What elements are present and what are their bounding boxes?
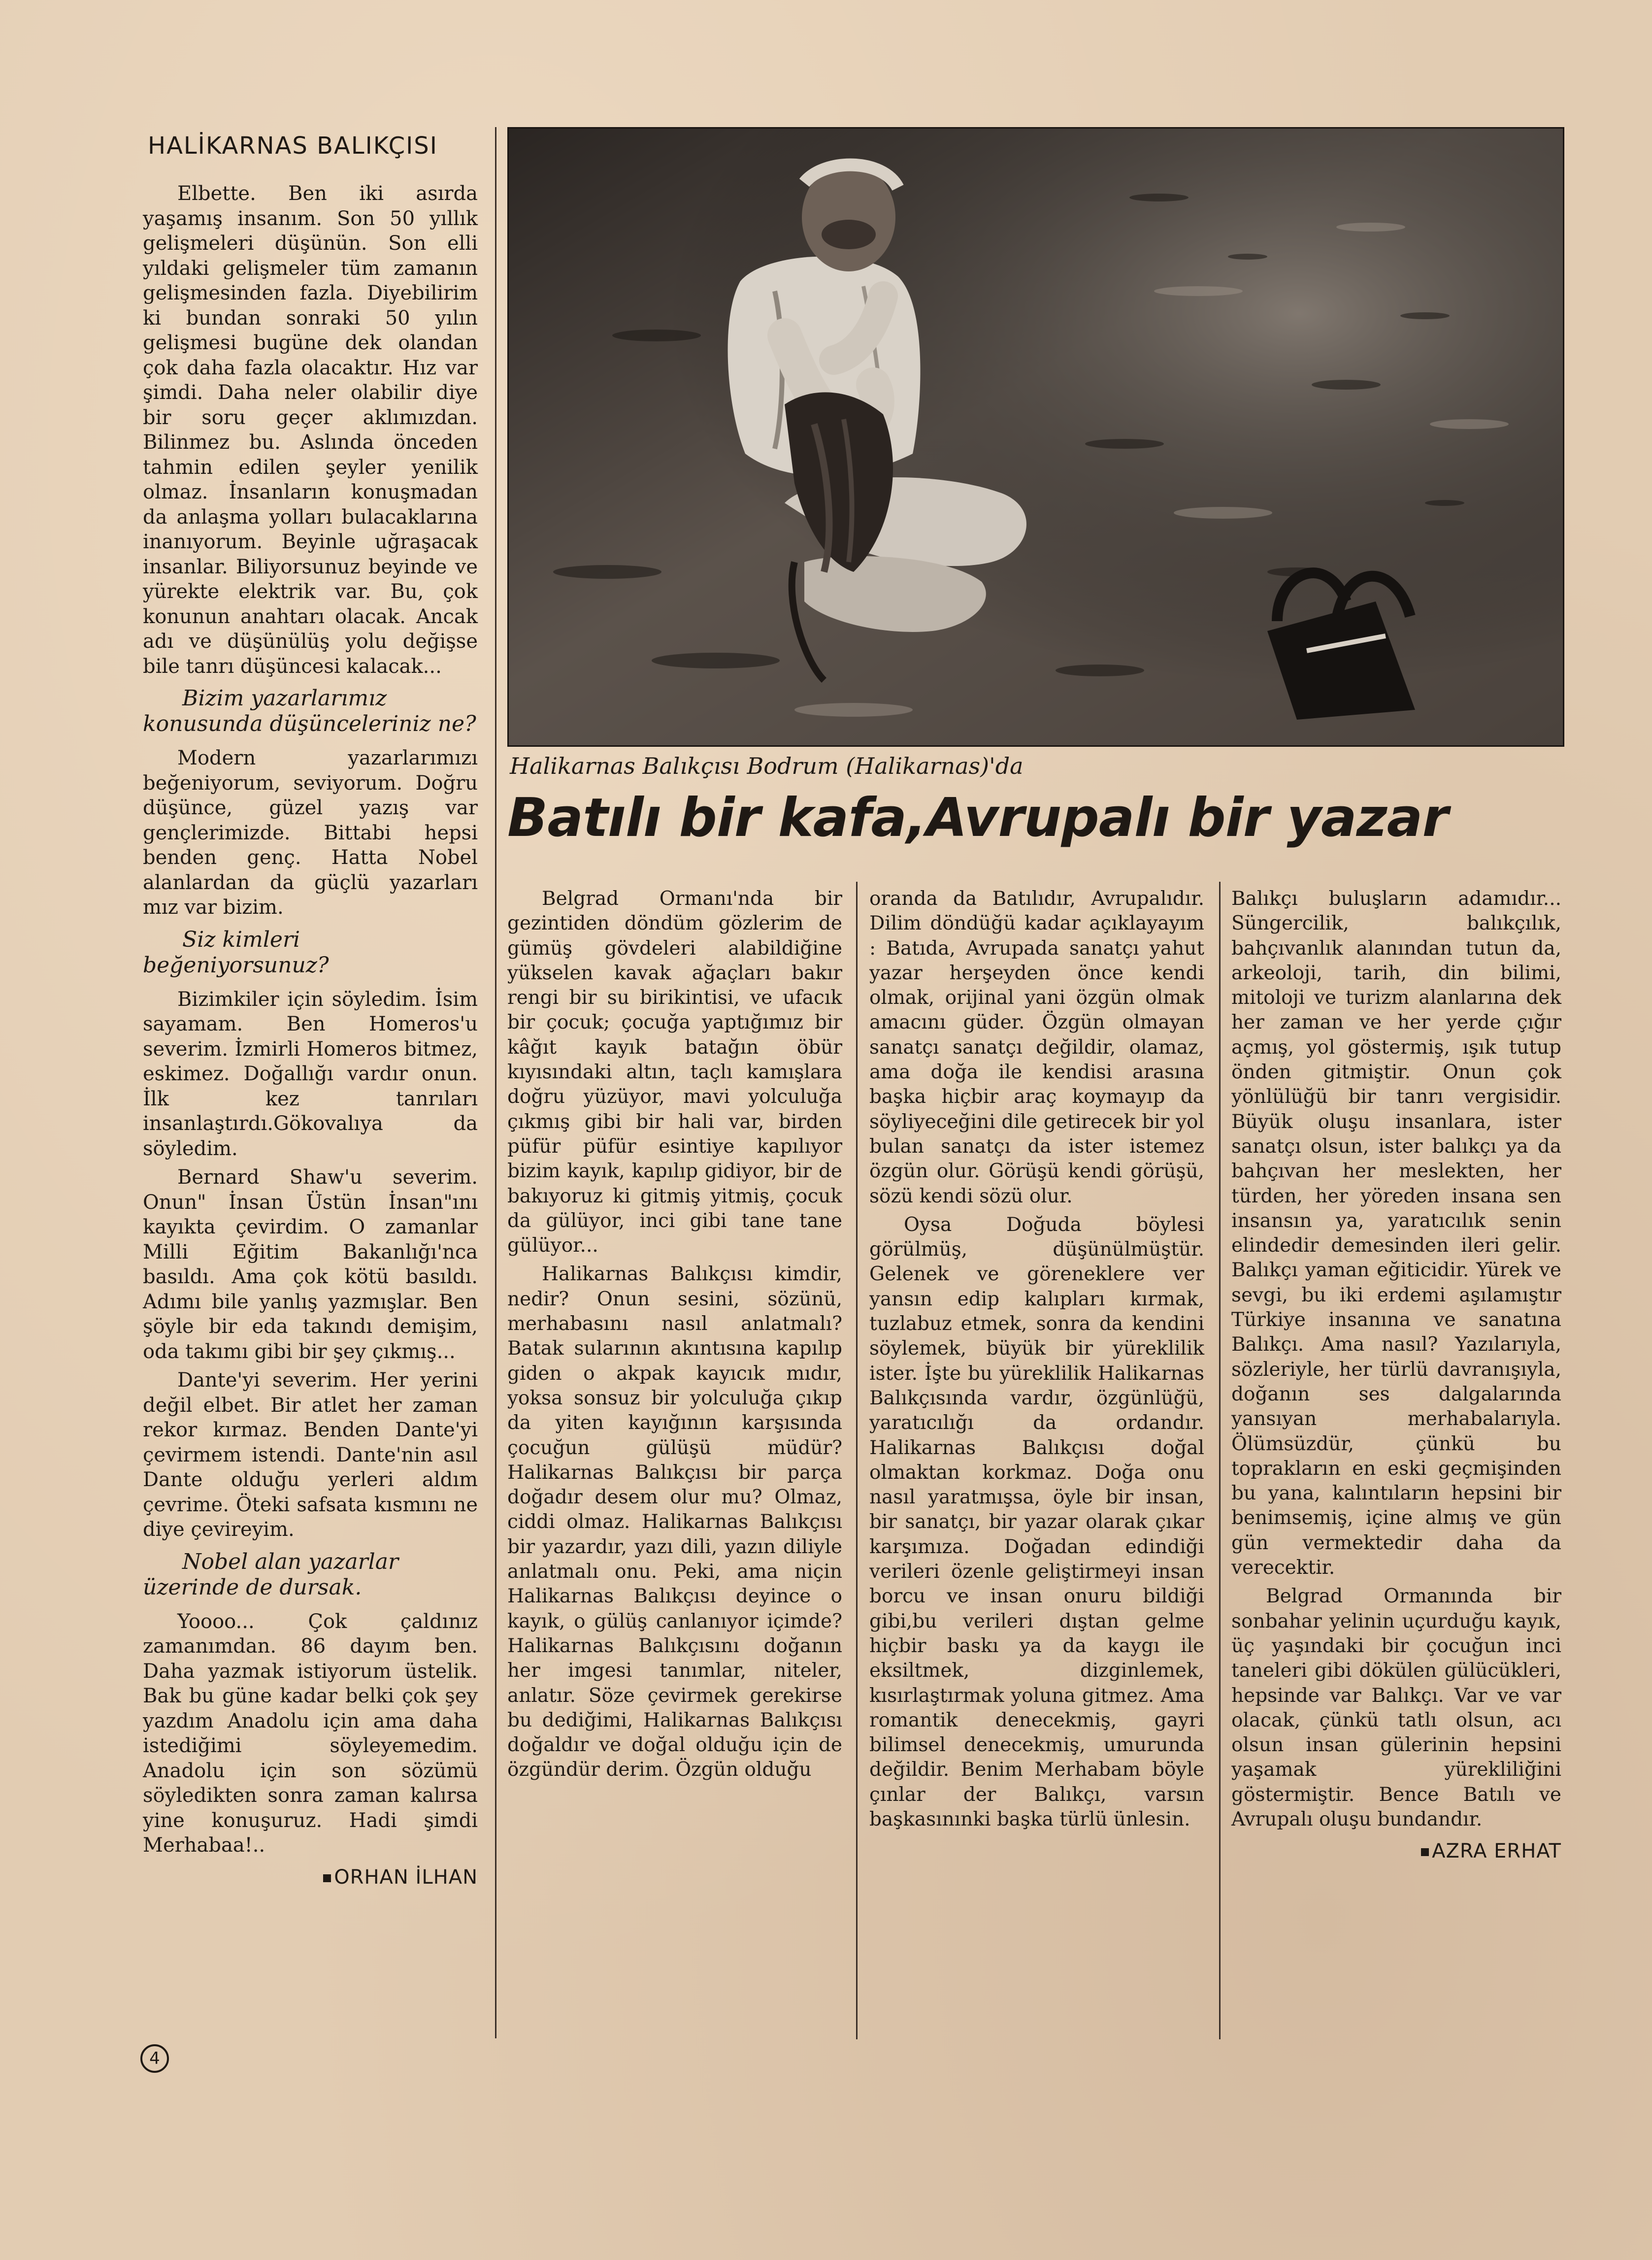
paragraph: Oysa Doğuda böylesi görülmüş, düşünülmüştür. Gelenek ve göreneklere ver yansın edip kalıpları kırmak, tuzlabuz etmek, sonra da kendini söylemek, büyük bir yüreklilik ister. İşte bu yüreklilik Halikarnas Balıkçısında vardır, özgünlüğü, yaratıcılığı da ordandır. Halikarnas Balıkçısı doğal olmaktan korkmaz. Doğa onu nasıl yaratmışsa, öyle bir insan, bir sanatçı, bir yazar olarak çıkar karşımıza. Doğadan edindiği verileri özenle geliştirmeyi insan borcu ve insan onuru bildiği gibi,bu verileri dıştan gelme hiçbir baskı ya da kaygı ile eksiltmek, dizginlemek, kısırlaştırmak yoluna gitmez. Ama romantik denecekmiş, gayri bilimsel denecekmiş, umurunda değildir. Benim Merhabam böyle çınlar der Balıkçı, varsın başkasınınki başka türlü ünlesin. [869,1213,1204,1830]
paragraph: Belgrad Ormanında bir sonbahar yelinin uçurduğu kayık, üç yaşındaki bir çocuğun inci taneleri gibi dökülen gülücükleri, hepsinde var Balıkçı. Var ve var olacak, çünkü tatlı olsun, acı olsun insan gülerinin hepsini yaşamak yürekliliğini göstermiştir. Bence Batılı ve Avrupalı oluşu bundandır. [1231,1585,1561,1830]
left-article-heading: HALİKARNAS BALIKÇISI [148,132,438,160]
photo-caption: Halikarnas Balıkçısı Bodrum (Halikarnas)'da [510,753,1024,779]
paragraph: Modern yazarlarımızı beğeniyorum, seviyorum. Doğru düşünce, güzel yazış var gençlerimizde. Bittabi hepsi benden genç. Hatta Nobel alanlardan da güçlü yazarları mız var bizim. [143,747,478,919]
interview-question: Siz kimleri beğeniyorsunuz? [143,927,329,978]
author-name: ORHAN İLHAN [334,1865,478,1889]
paragraph: Dante'yi severim. Her yerini değil elbet. Bir atlet her zaman rekor kırmaz. Benden Dante'yi çevirmem istendi. Dante'nin asıl Dante olduğu yerleri aldım çevrime. Öteki safsata kısmını ne diye çevireyim. [143,1369,478,1541]
author-signature [143,1865,478,1890]
author-name: AZRA ERHAT [1432,1840,1561,1863]
paragraph: Balıkçı buluşların adamıdır... Süngercilik, balıkçılık, bahçıvanlık alanından tutun da, arkeoloji, tarih, din bilimi, mitoloji ve turizm alanlarına dek her zaman ve her yerde çığır açmış, yol göstermiş, ışık tutup önden gitmiştir. Onun çok yönlülüğü bir tanrı vergisidir. Büyük oluşu insanlara, ister sanatçı olsun, ister balıkçı ya da bahçıvan her meslekten, her türden, her yöreden insana sen insansın ya, yaratıcılık senin elindedir demesinden ileri gelir. Balıkçı yaman eğiticidir. Yürek ve sevgi, bu iki erdemi aşılamıştır Türkiye insanına ve sanatına Balıkçı. Ama nasıl? Yazılarıyla, sözleriyle, her türlü davranışıyla, doğanın ses dalgalarında yansıyan merhabalarıyla. Ölümsüzdür, çünkü bu toprakların en eski geçmişinden bu yana, kalıntıların hepsini bir benimsemiş, içine almış ve gün gün vermektedir daha da verecektir. [1231,888,1561,1579]
paragraph: oranda da Batılıdır, Avrupalıdır. Dilim döndüğü kadar açıklayayım : Batıda, Avrupada sanatçı yahut yazar herşeyden önce kendi olmak, orijinal yani özgün olmak amacını güder. Özgün olmayan sanatçı sanatçı değildir, olamaz, ama doğa ile kendisi arasına başka hiçbir araç koymayıp da söyliyeceğini dile getirecek bir yol bulan sanatçı da ister istemez özgün olur. Görüşü kendi görüşü, sözü kendi sözü olur. [869,888,1204,1207]
article-column-2 [869,887,1204,1836]
page-number [140,2044,169,2073]
column-divider [495,127,496,2038]
interview-question: Nobel alan yazarlar üzerinde de dursak. [143,1549,398,1600]
paragraph: Bizimkiler için söyledim. İsim sayamam. Ben Homeros'u severim. İzmirli Homeros bitmez, eskimez. Doğallığı vardır onun. İlk kez tanrıları insanlaştırdı.Gökovalıya da söyledim. [143,988,478,1160]
article-column-3 [1231,887,1561,1864]
paragraph: Elbette. Ben iki asırda yaşamış insanım. Son 50 yıllık gelişmeleri düşünün. Son elli yıldaki gelişmeler tüm zamanın gelişmesinden fazla. Diyebilirim ki bundan sonraki 50 yılın gelişmesi bugüne dek olandan çok daha fazla olacaktır. Hız var şimdi. Daha neler olabilir diye bir soru geçer aklımızdan. Bilinmez bu. Aslında önceden tahmin edilen şeyler yenilik olmaz. İnsanların konuşmadan da anlaşma yolları bulacaklarına inanıyorum. Beyinle uğraşacak insanlar. Biliyorsunuz beyinde ve yürekte elektrik var. Bu, çok konunun anahtarı olacak. Ancak adı ve düşünülüş yolu değişse bile tanrı düşüncesi kalacak... [143,182,478,678]
column-divider [856,882,858,2039]
photo-image [509,129,1563,745]
headline: Batılı bir kafa,Avrupalı bir yazar [507,787,1448,849]
page-number-text: 4 [149,2049,160,2068]
author-signature [1231,1839,1561,1863]
paragraph: Belgrad Ormanı'nda bir gezintiden döndüm gözlerim de gümüş gövdeleri alabildiğine yükselen kavak ağaçları bakır rengi bir su birikintisi, ve ufacık bir çocuk; çocuğa yaptığımız bir kâğıt kayık batağın öbür kıyısındaki altın, taçlı kamışlara doğru yüzüyor, mavi yolculuğa çıkmış gibi bir hali var, birden püfür püfür esintiye kapılıyor bizim kayık, kapılıp gidiyor, bir de bakıyoruz ki gitmiş yitmiş, çocuk da gülüyor, inci gibi tane tane gülüyor... [507,888,842,1257]
left-article-body [143,181,478,1890]
square-bullet-icon [323,1874,331,1882]
article-column-1 [507,887,842,1787]
column-divider [1219,882,1221,2039]
paragraph: Yoooo... Çok çaldınız zamanımdan. 86 dayım ben. Daha yazmak istiyorum üstelik. Bak bu güne kadar belki çok şey yazdım Anadolu için ama daha istediğimi söyleyemedim. Anadolu için son sözümü söyledikten sonra zaman kalırsa yine konuşuruz. Hadi şimdi Merhabaa!.. [143,1610,478,1857]
paragraph: Bernard Shaw'u severim. Onun" İnsan Üstün İnsan"ını kayıkta çevirdim. O zamanlar Milli Eğitim Bakanlığı'nca basıldı. Ama çok kötü basıldı. Adımı bile yanlış yazmışlar. Ben şöyle bir eda takındı demişim, oda takımı gibi bir şey çıkmış... [143,1166,478,1363]
paragraph: Halikarnas Balıkçısı kimdir, nedir? Onun sesini, sözünü, merhabasını nasıl anlatmalı? Batak sularının akıntısına kapılıp giden o akpak kayıcık mıdır, yoksa sonsuz bir yolculuğa çıkıp da yiten kayığının karşısında çocuğun gülüşü müdür? Halikarnas Balıkçısı bir parça doğadır desem olur mu? Olmaz, ciddi olmaz. Halikarnas Balıkçısı bir yazardır, yazı dili, yazın diliyle anlatmalı onu. Peki, ama niçin Halikarnas Balıkçısı deyince o kayık, o gülüş canlanıyor içimde? Halikarnas Balıkçısını doğanın her imgesi tanımlar, niteler, anlatır. Söze çevirmek gerekirse bu dediğimi, Halikarnas Balıkçısı doğaldır ve doğal olduğu için de özgündür derim. Özgün olduğu [507,1263,842,1781]
photo [507,127,1564,747]
interview-question: Bizim yazarlarımız konusunda düşünceleriniz ne? [143,686,476,736]
square-bullet-icon [1421,1848,1429,1856]
